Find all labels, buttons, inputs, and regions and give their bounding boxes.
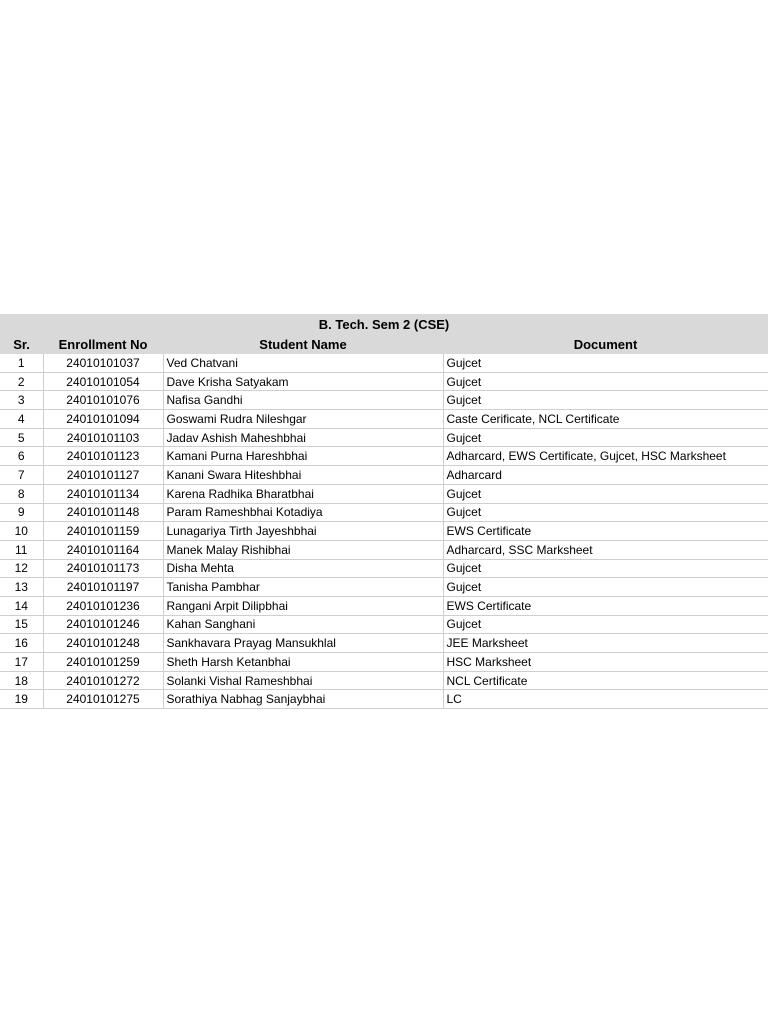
cell-enrollment: 24010101094 bbox=[43, 410, 163, 429]
cell-enrollment: 24010101127 bbox=[43, 466, 163, 485]
cell-document: Gujcet bbox=[443, 372, 768, 391]
header-enrollment: Enrollment No bbox=[43, 335, 163, 354]
cell-document: Adharcard bbox=[443, 466, 768, 485]
header-row bbox=[0, 335, 768, 354]
cell-student-name: Nafisa Gandhi bbox=[163, 391, 443, 410]
cell-sr: 4 bbox=[0, 410, 43, 429]
cell-enrollment: 24010101259 bbox=[43, 653, 163, 672]
cell-enrollment: 24010101246 bbox=[43, 615, 163, 634]
cell-sr: 3 bbox=[0, 391, 43, 410]
cell-sr: 14 bbox=[0, 596, 43, 615]
table-title: B. Tech. Sem 2 (CSE) bbox=[0, 314, 768, 335]
cell-enrollment: 24010101275 bbox=[43, 690, 163, 709]
cell-student-name: Sorathiya Nabhag Sanjaybhai bbox=[163, 690, 443, 709]
cell-student-name: Tanisha Pambhar bbox=[163, 578, 443, 597]
cell-student-name: Dave Krisha Satyakam bbox=[163, 372, 443, 391]
table-row bbox=[0, 653, 768, 672]
cell-sr: 16 bbox=[0, 634, 43, 653]
cell-enrollment: 24010101164 bbox=[43, 540, 163, 559]
table-row bbox=[0, 503, 768, 522]
table-row bbox=[0, 634, 768, 653]
cell-document: JEE Marksheet bbox=[443, 634, 768, 653]
cell-sr: 17 bbox=[0, 653, 43, 672]
cell-student-name: Solanki Vishal Rameshbhai bbox=[163, 671, 443, 690]
cell-student-name: Karena Radhika Bharatbhai bbox=[163, 484, 443, 503]
header-student-name: Student Name bbox=[163, 335, 443, 354]
cell-document: Gujcet bbox=[443, 391, 768, 410]
cell-document: EWS Certificate bbox=[443, 596, 768, 615]
cell-sr: 10 bbox=[0, 522, 43, 541]
cell-document: Adharcard, EWS Certificate, Gujcet, HSC Marksheet bbox=[443, 447, 768, 466]
cell-document: Gujcet bbox=[443, 503, 768, 522]
cell-document: LC bbox=[443, 690, 768, 709]
cell-student-name: Kahan Sanghani bbox=[163, 615, 443, 634]
cell-student-name: Lunagariya Tirth Jayeshbhai bbox=[163, 522, 443, 541]
table-row bbox=[0, 410, 768, 429]
cell-sr: 15 bbox=[0, 615, 43, 634]
student-document-table bbox=[0, 314, 768, 709]
cell-document: Gujcet bbox=[443, 354, 768, 372]
table-row bbox=[0, 522, 768, 541]
cell-sr: 13 bbox=[0, 578, 43, 597]
cell-sr: 9 bbox=[0, 503, 43, 522]
header-document: Document bbox=[443, 335, 768, 354]
cell-document: EWS Certificate bbox=[443, 522, 768, 541]
table-row bbox=[0, 671, 768, 690]
cell-document: Gujcet bbox=[443, 484, 768, 503]
cell-sr: 12 bbox=[0, 559, 43, 578]
cell-student-name: Ved Chatvani bbox=[163, 354, 443, 372]
cell-student-name: Rangani Arpit Dilipbhai bbox=[163, 596, 443, 615]
cell-document: Gujcet bbox=[443, 615, 768, 634]
table-row bbox=[0, 540, 768, 559]
cell-sr: 5 bbox=[0, 428, 43, 447]
table-row bbox=[0, 428, 768, 447]
cell-student-name: Kanani Swara Hiteshbhai bbox=[163, 466, 443, 485]
cell-enrollment: 24010101236 bbox=[43, 596, 163, 615]
cell-enrollment: 24010101037 bbox=[43, 354, 163, 372]
cell-student-name: Jadav Ashish Maheshbhai bbox=[163, 428, 443, 447]
cell-student-name: Kamani Purna Hareshbhai bbox=[163, 447, 443, 466]
table-row bbox=[0, 559, 768, 578]
cell-sr: 7 bbox=[0, 466, 43, 485]
cell-document: HSC Marksheet bbox=[443, 653, 768, 672]
cell-enrollment: 24010101248 bbox=[43, 634, 163, 653]
cell-enrollment: 24010101197 bbox=[43, 578, 163, 597]
header-sr: Sr. bbox=[0, 335, 43, 354]
cell-document: NCL Certificate bbox=[443, 671, 768, 690]
cell-enrollment: 24010101123 bbox=[43, 447, 163, 466]
cell-student-name: Sheth Harsh Ketanbhai bbox=[163, 653, 443, 672]
cell-enrollment: 24010101103 bbox=[43, 428, 163, 447]
cell-student-name: Sankhavara Prayag Mansukhlal bbox=[163, 634, 443, 653]
cell-sr: 19 bbox=[0, 690, 43, 709]
table-row bbox=[0, 447, 768, 466]
cell-enrollment: 24010101159 bbox=[43, 522, 163, 541]
cell-sr: 11 bbox=[0, 540, 43, 559]
cell-document: Caste Cerificate, NCL Certificate bbox=[443, 410, 768, 429]
cell-enrollment: 24010101173 bbox=[43, 559, 163, 578]
table-row bbox=[0, 354, 768, 372]
cell-enrollment: 24010101134 bbox=[43, 484, 163, 503]
cell-student-name: Param Rameshbhai Kotadiya bbox=[163, 503, 443, 522]
cell-sr: 1 bbox=[0, 354, 43, 372]
cell-student-name: Manek Malay Rishibhai bbox=[163, 540, 443, 559]
table bbox=[0, 314, 768, 709]
table-row bbox=[0, 466, 768, 485]
cell-document: Adharcard, SSC Marksheet bbox=[443, 540, 768, 559]
table-row bbox=[0, 596, 768, 615]
cell-document: Gujcet bbox=[443, 428, 768, 447]
cell-student-name: Goswami Rudra Nileshgar bbox=[163, 410, 443, 429]
cell-sr: 2 bbox=[0, 372, 43, 391]
table-row bbox=[0, 615, 768, 634]
cell-document: Gujcet bbox=[443, 559, 768, 578]
table-row bbox=[0, 690, 768, 709]
table-row bbox=[0, 391, 768, 410]
table-row bbox=[0, 372, 768, 391]
table-row bbox=[0, 484, 768, 503]
cell-sr: 8 bbox=[0, 484, 43, 503]
cell-sr: 18 bbox=[0, 671, 43, 690]
cell-enrollment: 24010101054 bbox=[43, 372, 163, 391]
cell-enrollment: 24010101076 bbox=[43, 391, 163, 410]
cell-student-name: Disha Mehta bbox=[163, 559, 443, 578]
cell-enrollment: 24010101148 bbox=[43, 503, 163, 522]
cell-enrollment: 24010101272 bbox=[43, 671, 163, 690]
cell-sr: 6 bbox=[0, 447, 43, 466]
cell-document: Gujcet bbox=[443, 578, 768, 597]
table-row bbox=[0, 578, 768, 597]
